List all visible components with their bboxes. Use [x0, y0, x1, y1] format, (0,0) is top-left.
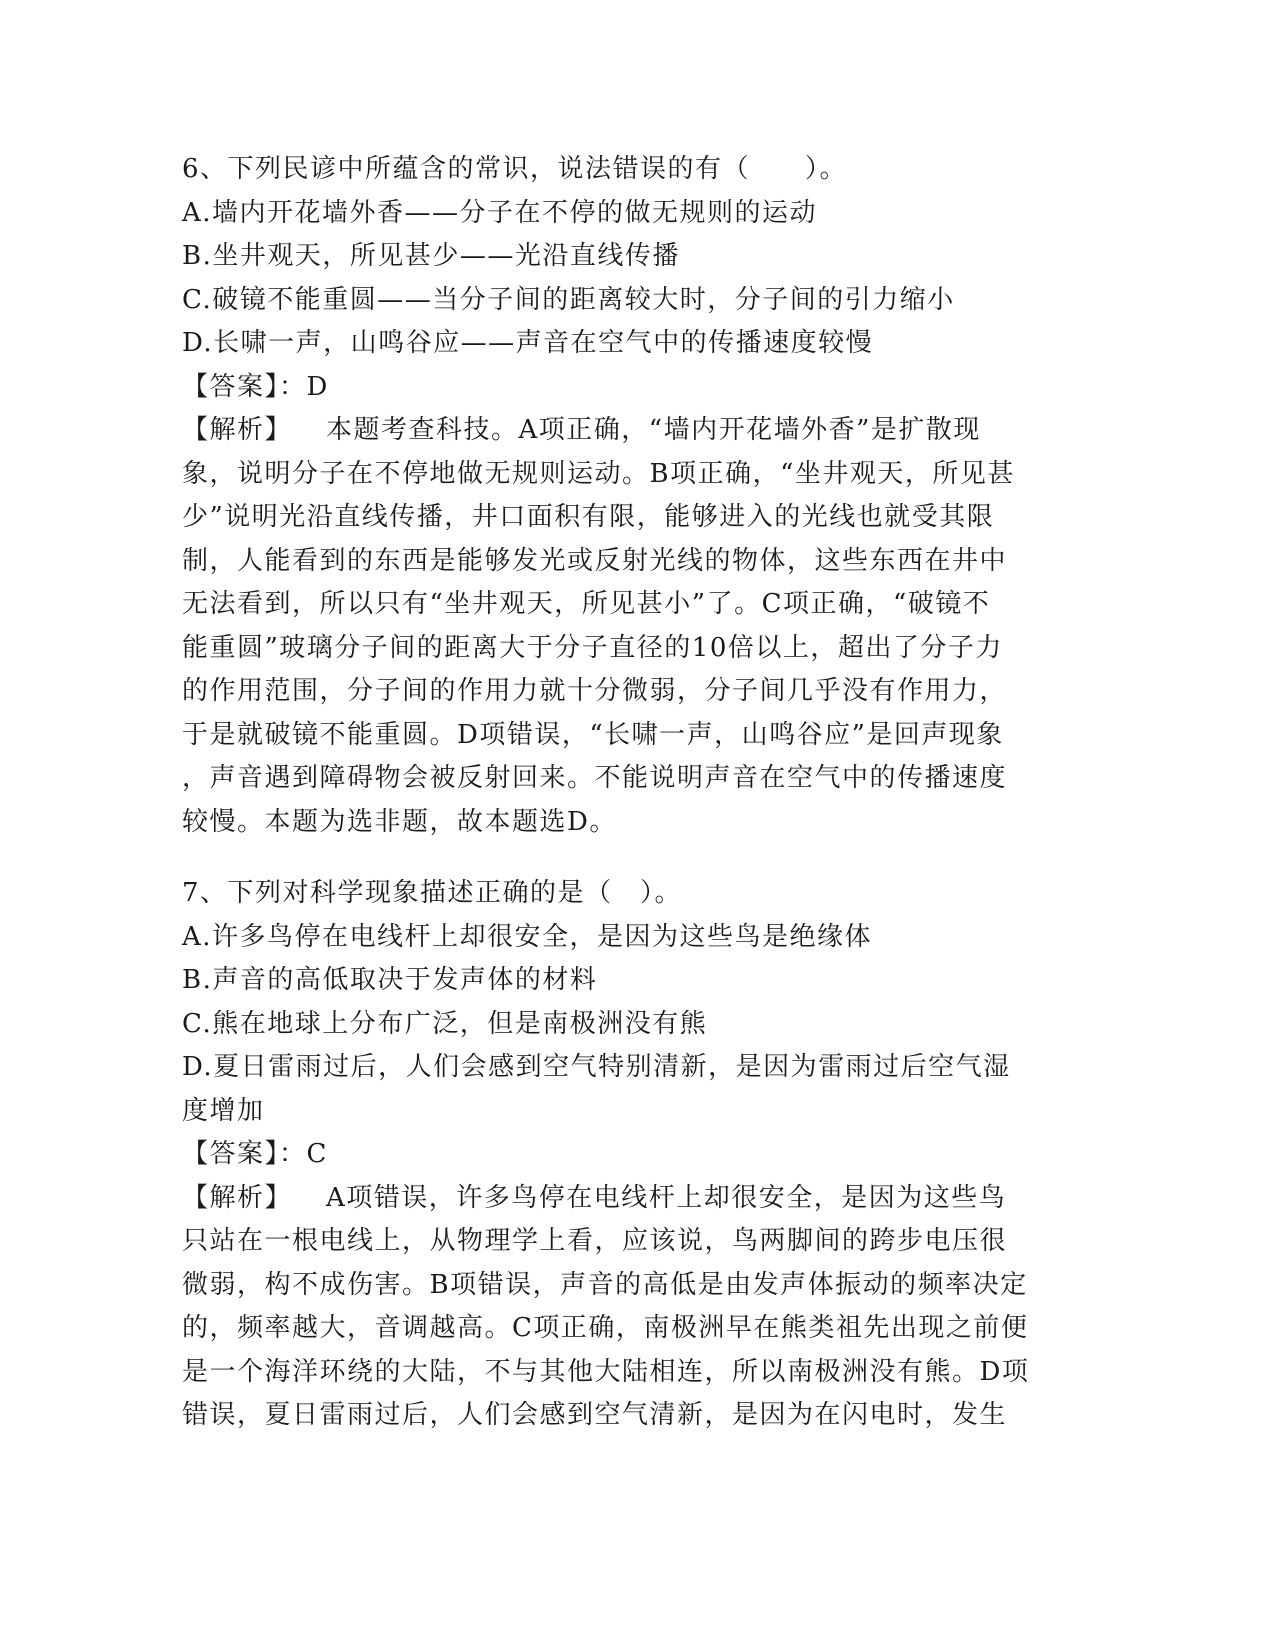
document-page [182, 148, 1062, 1438]
analysis-line [182, 1177, 1062, 1221]
answer-value: C [306, 1139, 328, 1169]
option-a: A.许多鸟停在电线杆上却很安全，是因为这些鸟是绝缘体 [182, 921, 873, 952]
answer-line [182, 1133, 1062, 1177]
analysis-line: 于是就破镜不能重圆。D项错误，“长啸一声，山鸣谷应”是回声现象 [182, 719, 1004, 750]
question-6 [182, 148, 1062, 844]
option-c: C.熊在地球上分布广泛，但是南极洲没有熊 [182, 1008, 708, 1039]
analysis-label: 【解析】 [182, 1182, 293, 1213]
analysis-line: ，声音遇到障碍物会被反射回来。不能说明声音在空气中的传播速度 [182, 763, 1008, 793]
option-d: D.长啸一声，山鸣谷应——声音在空气中的传播速度较慢 [182, 328, 874, 358]
analysis-line: 少”说明光沿直线传播，井口面积有限，能够进入的光线也就受其限 [182, 502, 995, 532]
option-a: A.墙内开花墙外香——分子在不停的做无规则的运动 [182, 197, 818, 228]
option-d-continued: 度增加 [182, 1095, 265, 1126]
analysis-text: 本题考查科技。A项正确，“墙内开花墙外香”是扩散现 [326, 415, 981, 445]
analysis-line: 错误，夏日雷雨过后，人们会感到空气清新，是因为在闪电时，发生 [182, 1400, 1008, 1430]
question-stem: 6、下列民谚中所蕴含的常识，说法错误的有（ ）。 [182, 154, 848, 184]
analysis-line: 微弱，构不成伤害。B项错误，声音的高低是由发声体振动的频率决定 [182, 1269, 1028, 1300]
answer-value: D [306, 371, 329, 402]
answer-label: 【答案】： [182, 371, 307, 402]
analysis-label: 【解析】 [182, 415, 293, 445]
analysis-line: 制，人能看到的东西是能够发光或反射光线的物体，这些东西在井中 [182, 545, 1008, 576]
analysis-text: A项错误，许多鸟停在电线杆上却很安全，是因为这些鸟 [326, 1182, 1007, 1213]
analysis-line: 能重圆”玻璃分子间的距离大于分子直径的10倍以上，超出了分子力 [182, 632, 1003, 663]
analysis-line: 的作用范围，分子间的作用力就十分微弱，分子间几乎没有作用力， [182, 676, 1008, 706]
option-b: B.声音的高低取决于发声体的材料 [182, 965, 598, 995]
answer-line [182, 366, 1062, 410]
analysis-line: 的，频率越大，音调越高。C项正确，南极洲早在熊类祖先出现之前便 [182, 1313, 1029, 1343]
answer-label: 【答案】： [182, 1139, 307, 1169]
question-7 [182, 872, 1062, 1438]
analysis-line: 较慢。本题为选非题，故本题选D。 [182, 806, 617, 837]
analysis-line: 无法看到，所以只有“坐井观天，所见甚小”了。C项正确，“破镜不 [182, 589, 991, 619]
question-stem: 7、下列对科学现象描述正确的是（ ）。 [182, 878, 683, 908]
analysis-line: 象，说明分子在不停地做无规则运动。B项正确，“坐井观天，所见甚 [182, 458, 1015, 489]
option-c: C.破镜不能重圆——当分子间的距离较大时，分子间的引力缩小 [182, 284, 955, 315]
question-spacer [182, 844, 1062, 872]
analysis-line: 是一个海洋环绕的大陆，不与其他大陆相连，所以南极洲没有熊。D项 [182, 1356, 1030, 1387]
option-b: B.坐井观天，所见甚少——光沿直线传播 [182, 241, 680, 271]
option-d: D.夏日雷雨过后，人们会感到空气特别清新，是因为雷雨过后空气湿 [182, 1052, 1011, 1082]
analysis-line: 只站在一根电线上，从物理学上看，应该说，鸟两脚间的跨步电压很 [182, 1226, 1008, 1256]
analysis-line [182, 409, 1062, 453]
